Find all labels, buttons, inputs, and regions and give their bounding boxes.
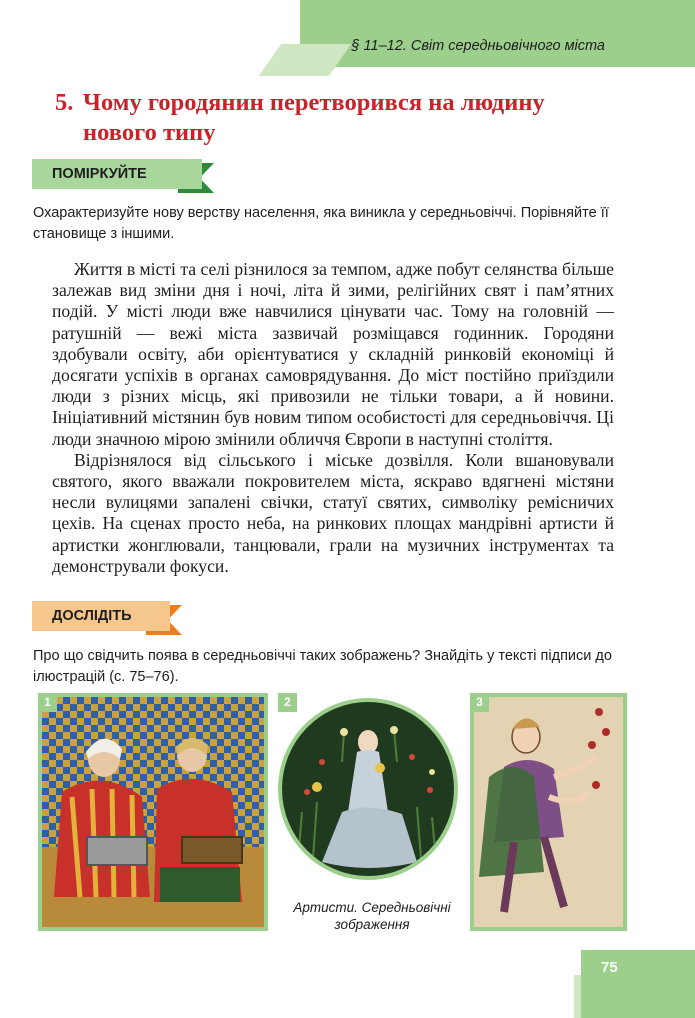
section-number: 5. [55, 89, 74, 116]
paragraph-1: Життя в місті та селі різнилося за темпом, адже побут селянства більше залежав вид зміни дня і ночі, літа й зими, релігійних свят і пам’ятних подій. У місті люди вже навчилися цінувати час. Тому на головній — ратушній — вежі міста зазвичай розміщався годинник. Городяни здобували освіту, аби орієнтуватися у складній ринковій економіці й досягати успіхів в органах самоврядування. До міст постійно приїздили люди з різних місць, які привозили не тільки товари, а й новини. Ініціативний містянин був новим типом особистості для середньовіччя. Ці люди значною мірою змінили обличчя Європи в наступні століття. [52, 259, 614, 449]
section-title [55, 88, 615, 148]
illustration-musicians [38, 693, 268, 931]
explore-task: Про що свідчить поява в середньовіччі таких зображень? Знайдіть у тексті підписи до ілюстрацій (с. 75–76). [33, 648, 612, 685]
running-header: § 11–12. Світ середньовічного міста [351, 38, 605, 54]
explore-label: ДОСЛІДІТЬ [32, 601, 170, 631]
section-title-line2: нового типу [83, 119, 216, 146]
page-number-box [581, 950, 695, 1018]
think-task: Охарактеризуйте нову верству населення, яка виникла у середньовіччі. Порівняйте її становище з іншими. [33, 205, 609, 242]
paragraph-2: Відрізнялося від сільського і міське дозвілля. Коли вшановували святого, якого вважали покровителем міста, яскраво вдягнені містяни несли вулицями запалені свічки, статуї святих, символіку ремісничих цехів. На сценах просто неба, на ринкових площах мандрівні артисти й артистки жонглювали, танцювали, грали на музичних інструментах та демонстрували фокуси. [52, 449, 614, 576]
illustration-caption: Артисти. Середньовічні зображення [293, 900, 451, 932]
header-band [300, 0, 695, 67]
illustration-1-badge: 1 [38, 693, 57, 712]
page-number: 75 [601, 959, 618, 976]
think-label: ПОМІРКУЙТЕ [32, 159, 202, 189]
illustration-dancer [282, 702, 454, 876]
illustration-3-badge: 3 [470, 693, 489, 712]
illustration-2-badge: 2 [278, 693, 297, 712]
illustration-juggler [470, 693, 627, 931]
main-text [52, 259, 614, 577]
section-title-line1: Чому городянин перетворився на людину [83, 89, 545, 116]
